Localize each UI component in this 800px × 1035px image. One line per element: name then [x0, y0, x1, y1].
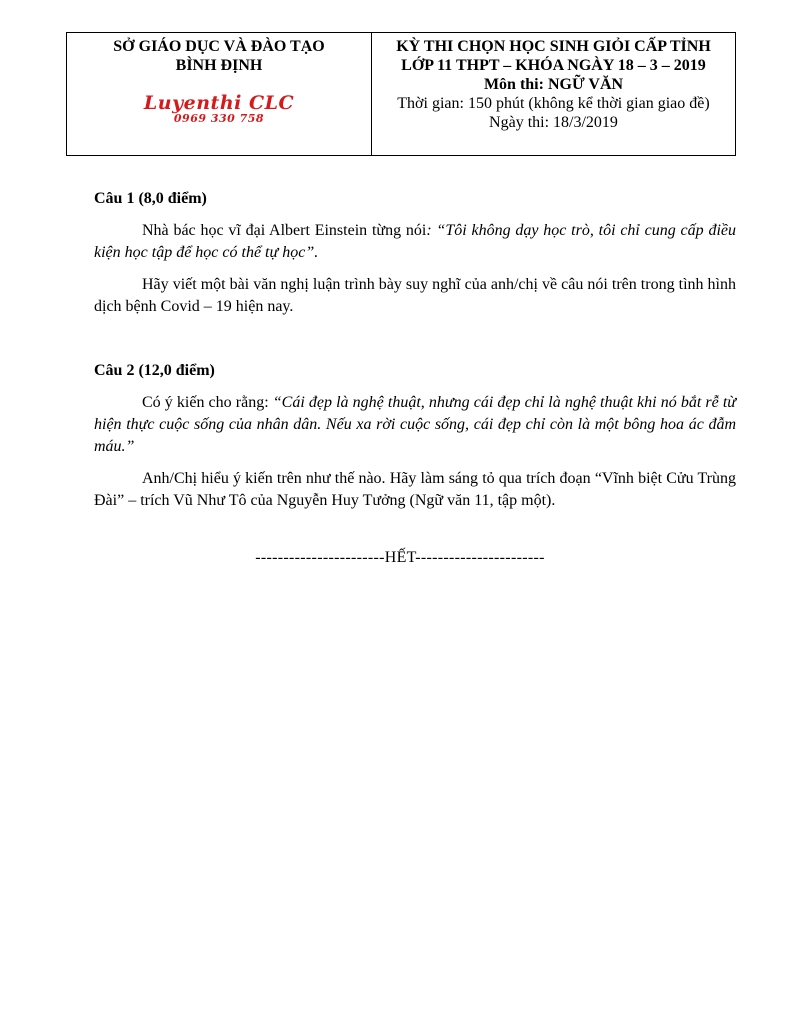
- question-1-paragraph-1: [94, 220, 736, 264]
- exam-date: Ngày thi: 18/3/2019: [489, 114, 618, 131]
- question-2-paragraph-1: [94, 392, 736, 458]
- issuer-block: [67, 33, 372, 155]
- exam-info-block: [372, 33, 735, 155]
- exam-duration: Thời gian: 150 phút (không kể thời gian giao đề): [397, 95, 710, 112]
- stamp-name: Luyenthi CLC: [143, 92, 295, 114]
- question-2-title: Câu 2 (12,0 điểm): [94, 362, 215, 379]
- issuer-line-2: BÌNH ĐỊNH: [175, 57, 263, 74]
- question-1-lead: Nhà bác học vĩ đại Albert Einstein từng nói: [142, 222, 427, 239]
- exam-header: [66, 32, 736, 156]
- exam-subject: Môn thi: NGỮ VĂN: [483, 76, 624, 93]
- end-marker: -----------------------HẾT-----------------------: [255, 549, 545, 566]
- question-2-quote: “Cái đẹp là nghệ thuật, nhưng cái đẹp chỉ là nghệ thuật khi nó bắt rễ từ hiện thực cuộc sống của nhân dân. Nếu xa rời cuộc sống, cái đẹp chỉ còn là một bông hoa ác đẫm máu.”: [94, 394, 736, 455]
- question-1-title: Câu 1 (8,0 điểm): [94, 190, 207, 207]
- issuer-line-1: SỞ GIÁO DỤC VÀ ĐÀO TẠO: [113, 38, 325, 55]
- stamp-phone: 0969 330 758: [173, 112, 265, 125]
- watermark-stamp: [67, 93, 371, 125]
- exam-content: [94, 188, 736, 512]
- question-2-lead: Có ý kiến cho rằng:: [142, 394, 273, 411]
- question-1-quote: : “Tôi không dạy học trò, tôi chỉ cung cấp điều kiện học tập để học có thể tự học”.: [94, 222, 736, 261]
- question-2-paragraph-2: Anh/Chị hiểu ý kiến trên như thế nào. Hãy làm sáng tỏ qua trích đoạn “Vĩnh biệt Cửu Trùng Đài” – trích Vũ Như Tô của Nguyễn Huy Tưởng (Ngữ văn 11, tập một).: [94, 470, 736, 509]
- exam-grade-date: LỚP 11 THPT – KHÓA NGÀY 18 – 3 – 2019: [401, 57, 706, 74]
- question-1-paragraph-2: Hãy viết một bài văn nghị luận trình bày suy nghĩ của anh/chị về câu nói trên trong tình hình dịch bệnh Covid – 19 hiện nay.: [94, 276, 736, 315]
- exam-title: KỲ THI CHỌN HỌC SINH GIỎI CẤP TỈNH: [396, 38, 711, 55]
